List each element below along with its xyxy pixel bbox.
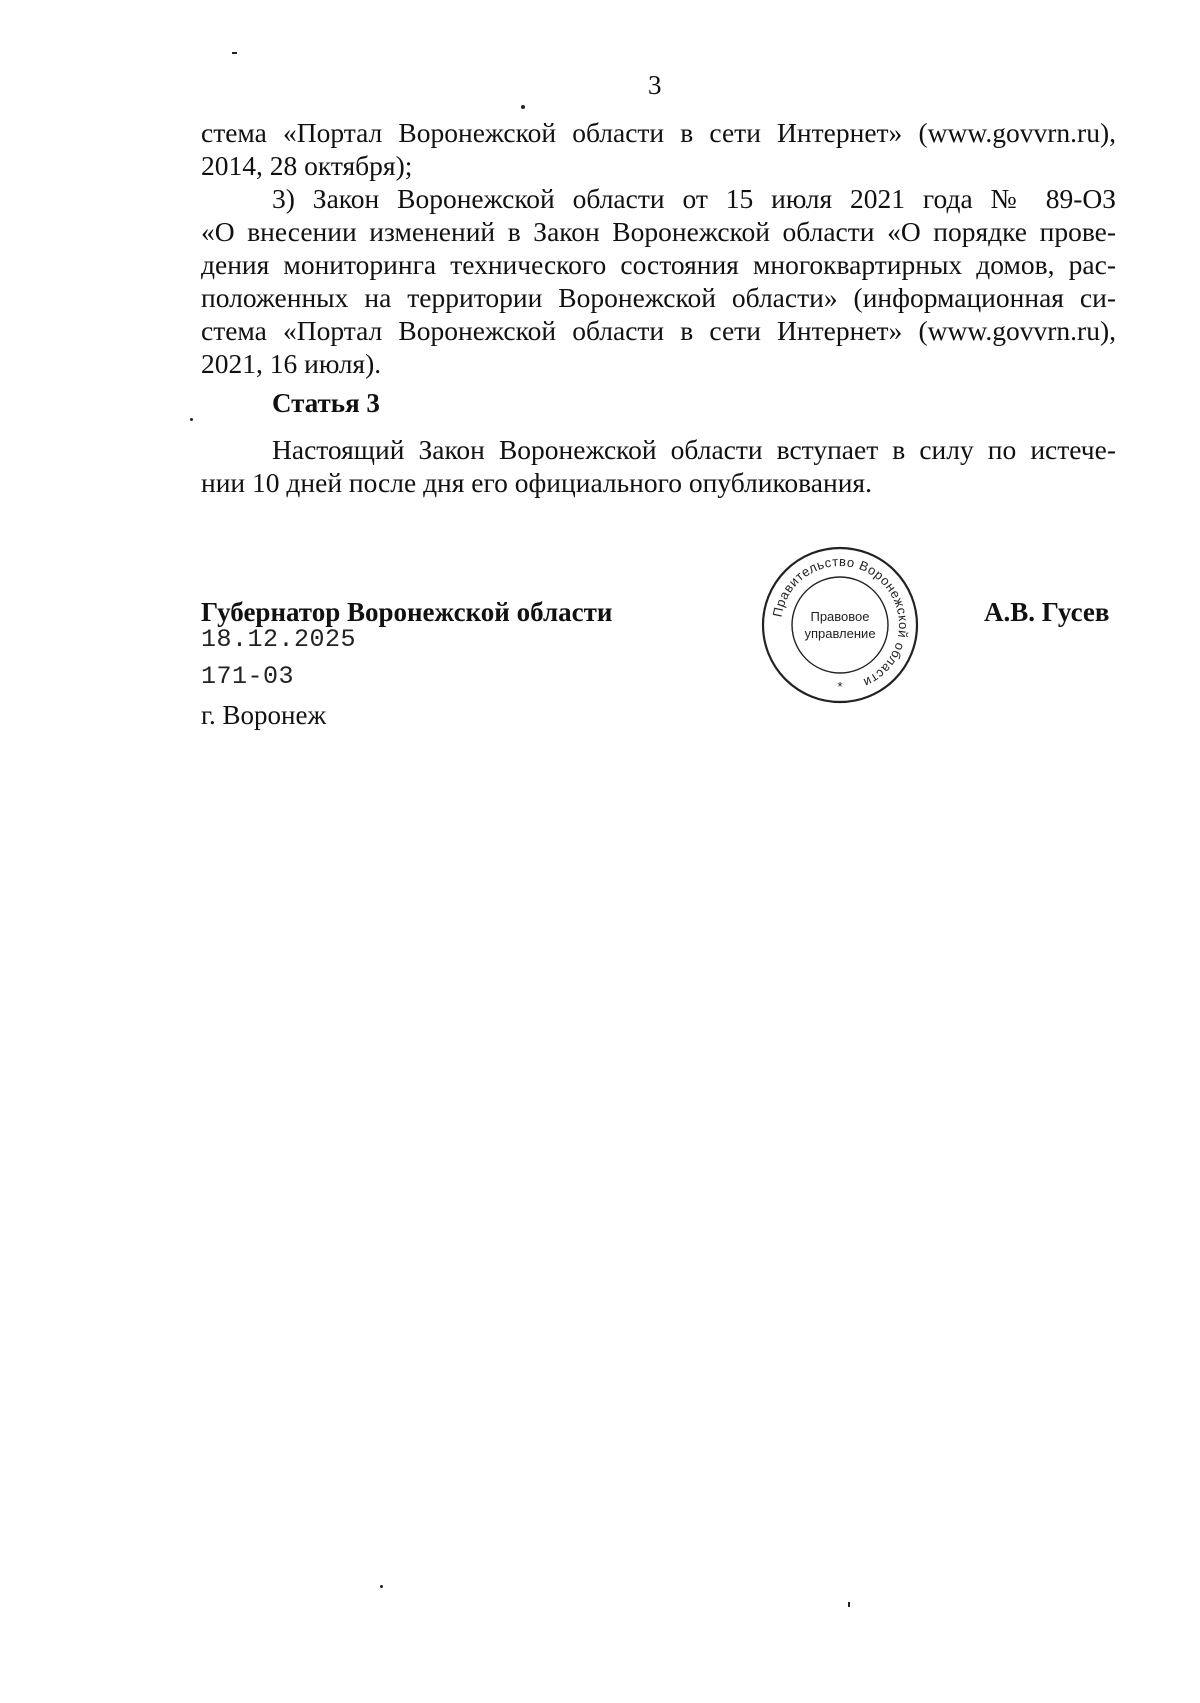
- body-line-7: стема «Портал Воронежской области в сети Интернет» (www.govvrn.ru),: [201, 315, 1116, 346]
- signature-date: 18.12.2025: [201, 625, 357, 654]
- law-number: 171-03: [201, 662, 295, 691]
- scan-speck: [380, 1585, 383, 1588]
- body-line-3: 3) Закон Воронежской области от 15 июля 2021 года № 89-ОЗ: [272, 183, 1116, 214]
- signer-name: А.В. Гусев: [984, 597, 1110, 627]
- governor-title: Губернатор Воронежской области: [201, 597, 613, 627]
- stamp-ring-text: Правительство Воронежской области: [769, 553, 912, 691]
- body-line-8: 2021, 16 июля).: [201, 348, 382, 379]
- body-line-5: дения мониторинга технического состояния многоквартирных домов, рас-: [201, 249, 1116, 280]
- article-line-1: Настоящий Закон Воронежской области вступает в силу по истече-: [272, 434, 1116, 465]
- official-stamp: [760, 545, 920, 705]
- scan-speck: [848, 1602, 850, 1607]
- page-number: 3: [648, 70, 662, 100]
- body-line-6: положенных на территории Воронежской области» (информационная си-: [201, 282, 1116, 313]
- stamp-center-line-2: управление: [804, 626, 876, 641]
- article-line-2: нии 10 дней после дня его официального опубликования.: [201, 467, 872, 498]
- stamp-center-line-1: Правовое: [810, 609, 870, 624]
- body-line-4: «О внесении изменений в Закон Воронежской области «О порядке прове-: [201, 216, 1116, 247]
- scan-speck: [232, 52, 237, 54]
- scan-speck: [190, 418, 193, 421]
- body-line-2: 2014, 28 октября);: [201, 150, 413, 181]
- signing-city: г. Воронеж: [201, 700, 327, 730]
- body-line-1: стема «Портал Воронежской области в сети Интернет» (www.govvrn.ru),: [201, 117, 1116, 148]
- stamp-star: *: [837, 679, 843, 694]
- article-heading: Статья 3: [272, 388, 380, 418]
- scan-speck: [521, 105, 525, 109]
